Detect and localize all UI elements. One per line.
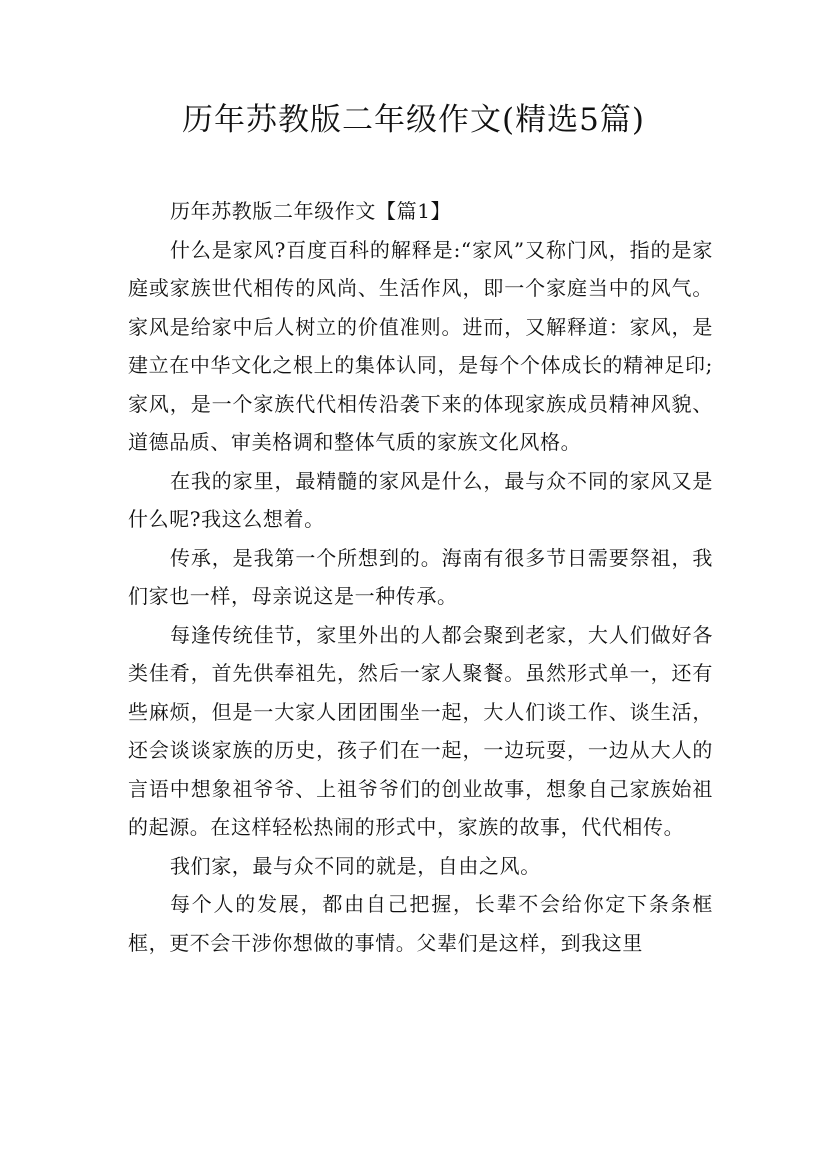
- paragraph: 在我的家里，最精髓的家风是什么，最与众不同的家风又是什么呢?我这么想着。: [128, 468, 713, 531]
- document-title: 历年苏教版二年级作文(精选5篇): [182, 102, 645, 138]
- section-heading: 历年苏教版二年级作文【篇1】: [170, 199, 452, 223]
- paragraph: 什么是家风?百度百科的解释是:“家风”又称门风，指的是家庭或家族世代相传的风尚、生活作风，即一个家庭当中的风气。家风是给家中后人树立的价值准则。进而，又解释道：家风，是建立在中华文化之根上的集体认同，是每个个体成长的精神足印;家风，是一个家族代代相传沿袭下来的体现家族成员精神风貌、道德品质、审美格调和整体气质的家族文化风格。: [128, 237, 713, 454]
- paragraph: 我们家，最与众不同的就是，自由之风。: [170, 853, 541, 878]
- paragraph: 每逢传统佳节，家里外出的人都会聚到老家，大人们做好各类佳肴，首先供奉祖先，然后一家人聚餐。虽然形式单一，还有些麻烦，但是一大家人团团围坐一起，大人们谈工作、谈生活，还会谈谈家族的历史，孩子们在一起，一边玩耍，一边从大人的言语中想象祖爷爷、上祖爷爷们的创业故事，想象自己家族始祖的起源。在这样轻松热闹的形式中，家族的故事，代代相传。: [128, 622, 713, 839]
- paragraph: 每个人的发展，都由自己把握，长辈不会给你定下条条框框，更不会干涉你想做的事情。父辈们是这样，到我这里: [128, 892, 713, 955]
- document-body: [128, 192, 713, 962]
- paragraph: 传承，是我第一个所想到的。海南有很多节日需要祭祖，我们家也一样，母亲说这是一种传承。: [128, 545, 713, 608]
